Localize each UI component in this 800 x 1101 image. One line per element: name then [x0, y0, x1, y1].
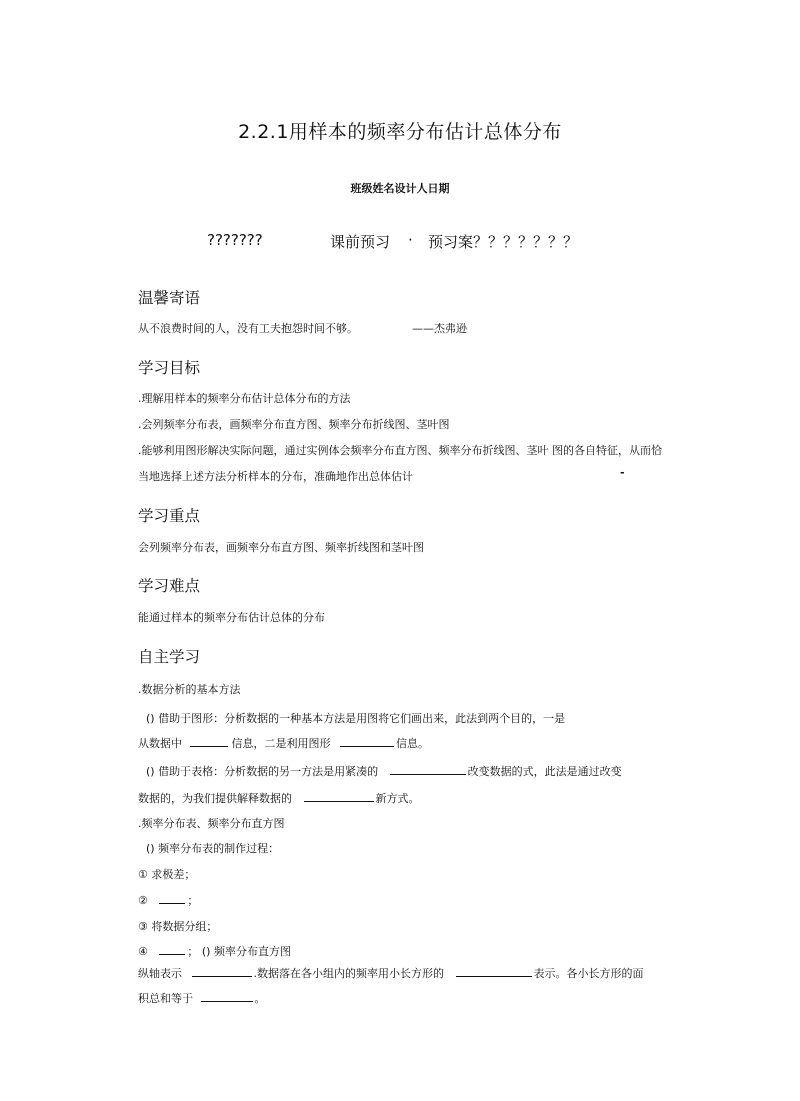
- fill-blank[interactable]: [456, 966, 532, 977]
- self-line-2a-part-b: 改变数据的式，此法是通过改变: [467, 765, 622, 778]
- self-line-1a: () 借助于图形：分析数据的一种基本方法是用图将它们画出来，此法到两个目的，一是: [146, 712, 566, 725]
- fill-blank[interactable]: [201, 991, 253, 1002]
- self-line-1b-part-a: 从数据中: [138, 737, 182, 750]
- document-title: 2.2.1用样本的频率分布估计总体分布: [238, 121, 562, 143]
- step-1: ① 求极差；: [138, 868, 196, 881]
- document-subtitle: 班级姓名设计人日期: [350, 182, 450, 195]
- section-heading-warm: 温馨寄语: [138, 289, 201, 307]
- key-text: 会列频率分布表，画频率分布直方图、频率折线图和茎叶图: [138, 541, 424, 554]
- section-heading-goals: 学习目标: [138, 359, 201, 377]
- self-line-3: () 频率分布表的制作过程：: [146, 842, 280, 855]
- self-line-1b-part-c: 信息。: [396, 737, 429, 750]
- self-line-2a: [146, 763, 622, 779]
- self-line-6: [138, 990, 266, 1006]
- fill-blank[interactable]: [159, 893, 185, 904]
- goal-item-1: .理解用样本的频率分布估计总体分布的方法: [138, 392, 351, 405]
- goal-item-3: .能够利用图形解决实际问题，通过实例体会频率分布直方图、频率分布折线图、茎叶 图的各自特征，从而恰: [138, 444, 662, 457]
- goal-trail-mark: -: [620, 466, 625, 479]
- self-line-5-part-c: 表示。各小长方形的面: [533, 967, 644, 980]
- step-2-end: ；: [187, 894, 199, 907]
- step-2-marker: ②: [138, 894, 148, 907]
- section-heading-key: 学习重点: [138, 507, 201, 525]
- fill-blank[interactable]: [192, 966, 252, 977]
- self-line-2b-part-a: 数据的，为我们提供解释数据的: [138, 792, 292, 805]
- step-4-end: ； () 频率分布直方图: [187, 945, 291, 958]
- banner-marks: ???????: [207, 231, 263, 249]
- step-2: [138, 892, 198, 908]
- self-line-1b-part-b: 信息，二是利用图形: [231, 737, 331, 750]
- self-line-1b: [138, 735, 429, 751]
- fill-blank[interactable]: [159, 944, 185, 955]
- self-line-6-part-b: 。: [254, 992, 266, 1005]
- step-4: [138, 943, 291, 959]
- fill-blank[interactable]: [304, 791, 374, 802]
- banner-label-2: 预习案？？？？？？？: [428, 233, 579, 251]
- step-3: ③ 将数据分组；: [138, 920, 218, 933]
- difficult-text: 能通过样本的频率分布估计总体的分布: [138, 611, 325, 624]
- step-4-marker: ④: [138, 945, 148, 958]
- self-line-5-part-a: 纵轴表示: [138, 967, 182, 980]
- self-line-2b: [138, 790, 420, 806]
- section-heading-self-study: 自主学习: [138, 648, 201, 666]
- self-line-5-part-b: .数据落在各小组内的频率用小长方形的: [253, 967, 444, 980]
- self-line-2b-part-b: 新方式。: [375, 792, 420, 805]
- banner-label: 课前预习: [330, 233, 391, 251]
- self-sub-1: .数据分析的基本方法: [138, 683, 241, 696]
- warm-quote: 从不浪费时间的人，没有工夫抱怨时间不够。: [138, 322, 358, 335]
- self-line-2a-part-a: () 借助于表格：分析数据的另一方法是用紧凑的: [146, 765, 379, 778]
- warm-author: ——杰弗逊: [412, 322, 467, 335]
- fill-blank[interactable]: [340, 736, 394, 747]
- self-line-5: [138, 965, 644, 981]
- fill-blank[interactable]: [190, 736, 228, 747]
- self-line-6-part-a: 积总和等于: [138, 992, 193, 1005]
- self-sub-2: .频率分布表、频率分布直方图: [138, 817, 285, 830]
- banner-dot: ·: [408, 231, 413, 249]
- fill-blank[interactable]: [390, 764, 466, 775]
- goal-item-2: .会列频率分布表，画频率分布直方图、频率分布折线图、茎叶图: [138, 418, 450, 431]
- goal-item-4: 当地选择上述方法分析样本的分布，准确地作出总体估计: [138, 470, 413, 483]
- section-heading-difficult: 学习难点: [138, 577, 201, 595]
